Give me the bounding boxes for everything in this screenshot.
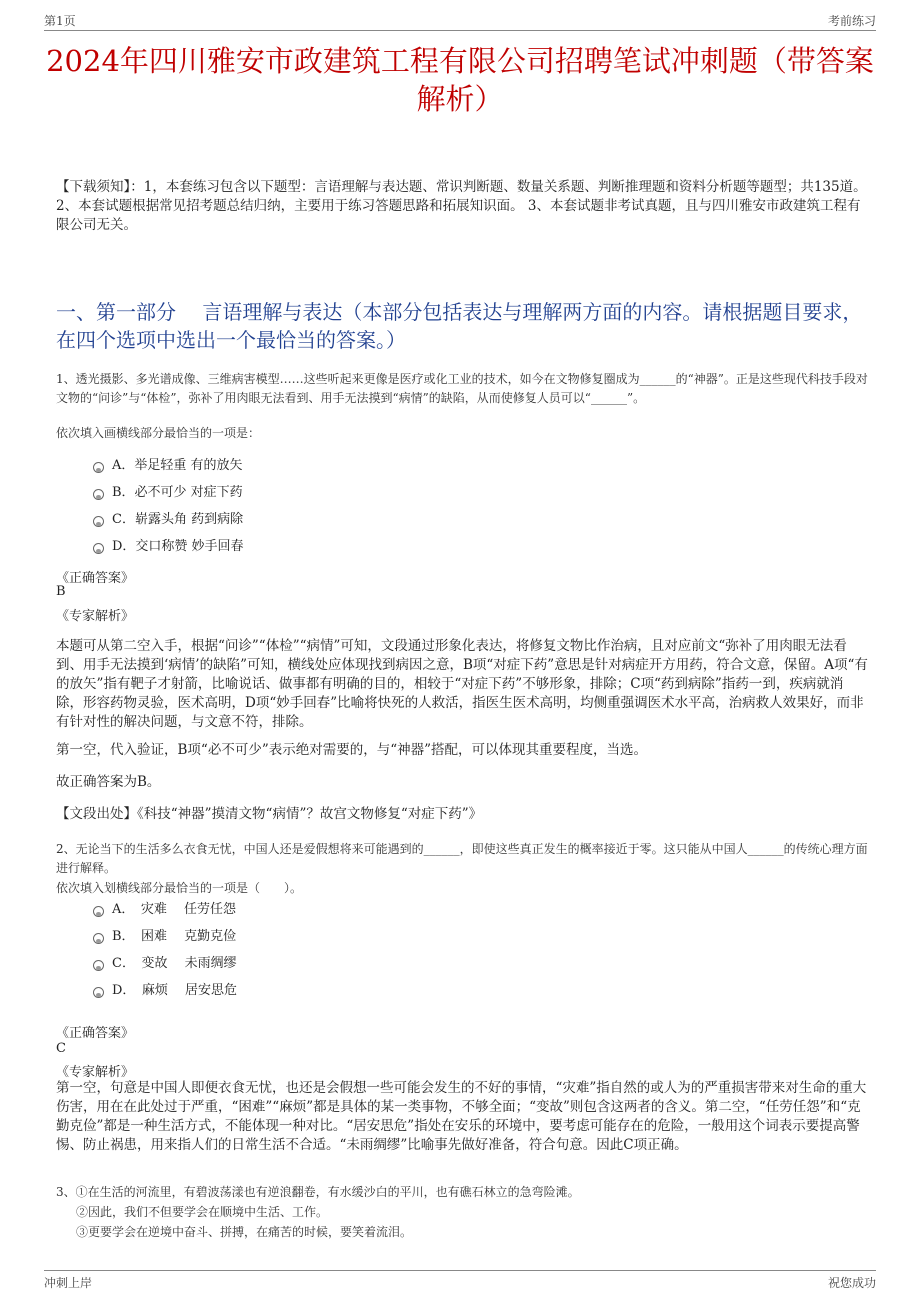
option-label: D．交口称赞 妙手回春 (112, 539, 244, 554)
q2-stem: 2、无论当下的生活多么衣食无忧，中国人还是爱假想将来可能遇到的______，即使这些真正发生的概率接近于零。这只能从中国人______的传统心理方面进行解释。 (56, 842, 868, 875)
option-label: A．举足轻重 有的放矢 (112, 458, 243, 473)
q2-analysis: 第一空，句意是中国人即便衣食无忧，也还是会假想一些可能会发生的不好的事情，“灾难”指自然的或人为的严重损害带来对生命的重大伤害，用在在此处过于严重，“困难”“麻烦”都是具体的某一类事物，不够全面；“变故”则包含这两者的含义。第二空，“任劳任怨”和“克勤克俭”都是一种生活方式，不能体现一种对比。“居安思危”指处在安乐的环境中，要考虑可能存在的危险，一般用这个词表示要提高警惕、防止祸患，用来指人们的日常生活不合适。“未雨绸缪”比喻事先做好准备，符合句意。因此C项正确。 (56, 1080, 867, 1153)
q1-prompt: 依次填入画横线部分最恰当的一项是： (56, 426, 261, 440)
q1-conclusion: 故正确答案为B。 (56, 774, 161, 790)
radio-icon[interactable] (93, 462, 104, 473)
radio-icon[interactable] (93, 906, 104, 917)
q1-source: 【文段出处】《科技“神器”摸清文物“病情”？故宫文物修复“对症下药”》 (56, 806, 483, 822)
q2-option-d[interactable] (93, 981, 237, 1001)
q2-option-c[interactable] (93, 954, 237, 974)
q1-option-d[interactable] (93, 537, 244, 557)
option-label: B．必不可少 对症下药 (112, 485, 243, 500)
section-heading: 一、第一部分 言语理解与表达（本部分包括表达与理解两方面的内容。请根据题目要求，在四个选项中选出一个最恰当的答案。） (56, 300, 863, 352)
q2-prompt: 依次填入划横线部分最恰当的一项是（ ）。 (56, 881, 303, 895)
option-label: B． 困难 克勤克俭 (112, 929, 237, 944)
q1-analysis-label: 《专家解析》 (56, 609, 135, 624)
q1-analysis-blank1: 第一空，代入验证，B项“必不可少”表示绝对需要的，与“神器”搭配，可以体现其重要程度，当选。 (56, 742, 648, 758)
q2-analysis-label: 《专家解析》 (56, 1065, 135, 1080)
radio-icon[interactable] (93, 489, 104, 500)
option-label: C．崭露头角 药到病除 (112, 512, 244, 527)
radio-icon[interactable] (93, 987, 104, 998)
option-label: D． 麻烦 居安思危 (112, 983, 238, 998)
footer-right: 祝您成功 (827, 1276, 876, 1290)
page-footer (44, 1270, 876, 1291)
radio-icon[interactable] (93, 960, 104, 971)
q1-option-c[interactable] (93, 510, 243, 530)
page-header (44, 10, 876, 31)
document-title: 2024年四川雅安市政建筑工程有限公司招聘笔试冲刺题（带答案解析） (46, 44, 874, 116)
q2-answer: C (56, 1041, 66, 1056)
q3-line-2: ②因此，我们不但要学会在顺境中生活、工作。 (76, 1205, 329, 1219)
q1-answer-label: 《正确答案》 (56, 571, 135, 586)
radio-icon[interactable] (93, 516, 104, 527)
q1-option-b[interactable] (93, 483, 243, 503)
option-label: A． 灾难 任劳任怨 (112, 902, 237, 917)
radio-icon[interactable] (93, 543, 104, 554)
page-number: 第1页 (44, 14, 76, 28)
q1-stem: 1、透光摄影、多光谱成像、三维病害模型……这些听起来更像是医疗或化工业的技术，如今在文物修复圈成为______的“神器”。正是这些现代科技手段对文物的“问诊”与“体检”，弥补了用肉眼无法看到、用手无法摸到“病情”的缺陷，从而使修复人员可以“______”。 (56, 372, 868, 405)
q2-answer-label: 《正确答案》 (56, 1026, 135, 1041)
q3-line-1: 3、①在生活的河流里，有碧波荡漾也有逆浪翻卷，有水缓沙白的平川，也有礁石林立的急弯险滩。 (56, 1185, 580, 1199)
header-tag: 考前练习 (827, 14, 876, 28)
q1-analysis: 本题可从第二空入手，根据“问诊”“体检”“病情”可知，文段通过形象化表达，将修复文物比作治病，且对应前文“弥补了用肉眼无法看到、用手无法摸到‘病情’的缺陷”可知，横线处应体现找到病因之意，B项“对症下药”意思是针对病症开方用药，符合文意，保留。A项“有的放矢”指有靶子才射箭，比喻说话、做事都有明确的目的，相较于“对症下药”不够形象，排除；C项“药到病除”指药一到，疾病就消除，形容药物灵验，医术高明，D项“妙手回春”比喻将快死的人救活，指医生医术高明，均侧重强调医术水平高，治病救人效果好，而非有针对性的解决问题，与文意不符，排除。 (56, 638, 868, 730)
download-notice: 【下载须知】：1，本套练习包含以下题型：言语理解与表达题、常识判断题、数量关系题、判断推理题和资料分析题等题型；共135道。 2、本套试题根据常见招考题总结归纳，主要用于练习答题思路和拓展知识面。 3、本套试题非考试真题，且与四川雅安市政建筑工程有限公司无关。 (56, 179, 867, 233)
q2-option-b[interactable] (93, 927, 236, 947)
footer-left: 冲刺上岸 (44, 1276, 93, 1290)
q1-option-a[interactable] (93, 456, 243, 476)
q3-line-3: ③更要学会在逆境中奋斗、拼搏，在痛苦的时候，要笑着流泪。 (76, 1225, 413, 1239)
q2-option-a[interactable] (93, 900, 236, 920)
q1-answer: B (56, 584, 66, 599)
option-label: C． 变故 未雨绸缪 (112, 956, 237, 971)
radio-icon[interactable] (93, 933, 104, 944)
